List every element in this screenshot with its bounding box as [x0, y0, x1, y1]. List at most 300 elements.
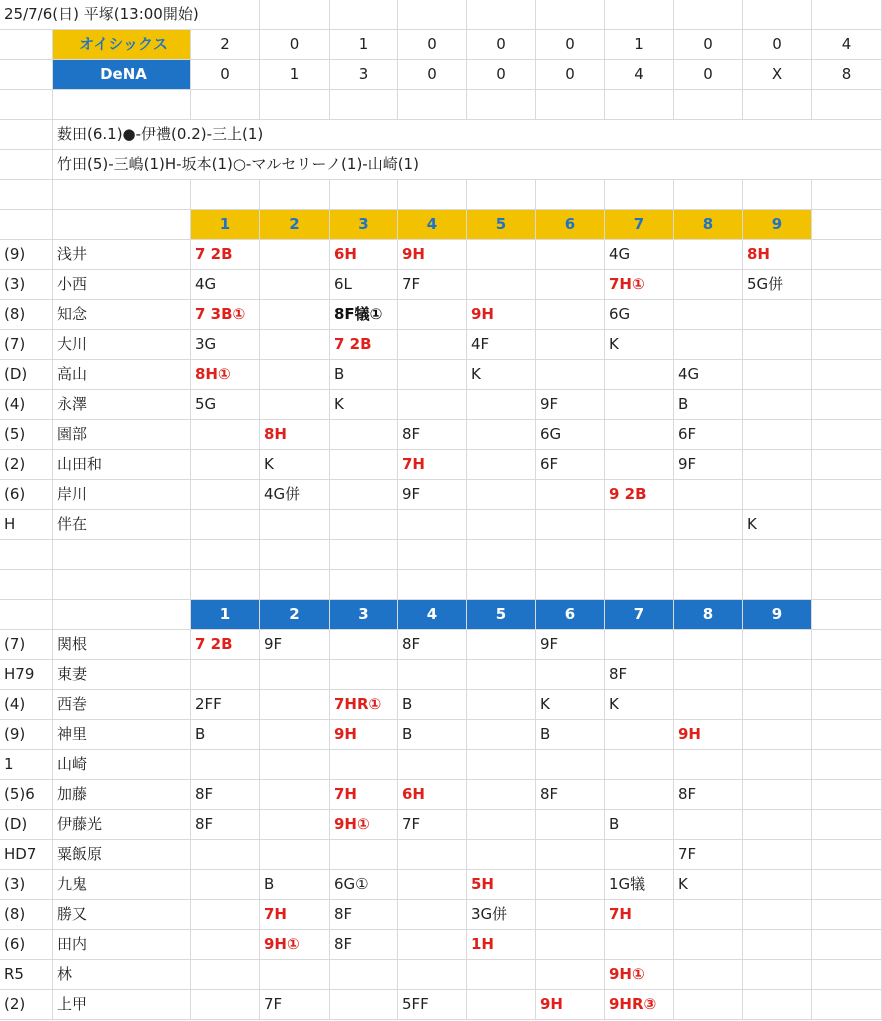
at-bat-result: 4G — [605, 240, 674, 270]
sheet-row — [0, 270, 882, 300]
sheet-row — [0, 780, 882, 810]
empty-cell — [260, 720, 330, 750]
batter-name: 山田和 — [53, 450, 191, 480]
batter-position: (7) — [0, 330, 53, 360]
empty-cell — [330, 420, 398, 450]
empty-cell — [0, 120, 53, 150]
inning-score: 1 — [260, 60, 330, 90]
empty-cell — [536, 750, 605, 780]
empty-cell — [467, 660, 536, 690]
batter-position: R5 — [0, 960, 53, 990]
at-bat-result: K — [260, 450, 330, 480]
at-bat-result: 9 2B — [605, 480, 674, 510]
inning-score: 0 — [674, 60, 743, 90]
empty-cell — [191, 660, 260, 690]
inning-header: 3 — [330, 600, 398, 630]
empty-cell — [0, 600, 53, 630]
inning-score: 0 — [536, 60, 605, 90]
empty-cell — [743, 930, 812, 960]
sheet-row — [0, 600, 882, 630]
sheet-row — [0, 210, 882, 240]
at-bat-result: K — [605, 690, 674, 720]
at-bat-result: 5G併 — [743, 270, 812, 300]
empty-cell — [674, 300, 743, 330]
batter-position: 1 — [0, 750, 53, 780]
empty-cell — [398, 870, 467, 900]
empty-cell — [260, 390, 330, 420]
batter-name: 伴在 — [53, 510, 191, 540]
empty-cell — [398, 750, 467, 780]
empty-cell — [674, 630, 743, 660]
at-bat-result: K — [674, 870, 743, 900]
pitcher-line: 薮田(6.1)●-伊禮(0.2)-三上(1) — [53, 120, 882, 150]
empty-cell — [536, 870, 605, 900]
batter-name: 伊藤光 — [53, 810, 191, 840]
at-bat-result: 8F — [398, 420, 467, 450]
empty-cell — [467, 690, 536, 720]
empty-cell — [605, 750, 674, 780]
empty-cell — [605, 180, 674, 210]
empty-cell — [536, 360, 605, 390]
empty-cell — [812, 630, 882, 660]
empty-cell — [674, 330, 743, 360]
empty-cell — [743, 180, 812, 210]
empty-cell — [605, 780, 674, 810]
batter-name: 知念 — [53, 300, 191, 330]
at-bat-result: 6G — [536, 420, 605, 450]
empty-cell — [674, 0, 743, 30]
empty-cell — [0, 30, 53, 60]
at-bat-result: 8F — [674, 780, 743, 810]
empty-cell — [330, 960, 398, 990]
batter-name: 西巻 — [53, 690, 191, 720]
sheet-row — [0, 690, 882, 720]
empty-cell — [191, 90, 260, 120]
at-bat-result: 7HR① — [330, 690, 398, 720]
empty-cell — [812, 570, 882, 600]
sheet-row — [0, 540, 882, 570]
at-bat-result: 8F — [330, 900, 398, 930]
at-bat-result: B — [191, 720, 260, 750]
empty-cell — [260, 0, 330, 30]
empty-cell — [536, 330, 605, 360]
at-bat-result: 7 2B — [191, 240, 260, 270]
empty-cell — [536, 510, 605, 540]
at-bat-result: 6L — [330, 270, 398, 300]
empty-cell — [536, 480, 605, 510]
at-bat-result: 8H — [260, 420, 330, 450]
game-title: 25/7/6(日) 平塚(13:00開始) — [0, 0, 260, 30]
empty-cell — [260, 810, 330, 840]
at-bat-result: 9H — [467, 300, 536, 330]
empty-cell — [536, 660, 605, 690]
at-bat-result: B — [536, 720, 605, 750]
empty-cell — [260, 540, 330, 570]
empty-cell — [467, 840, 536, 870]
inning-header: 2 — [260, 600, 330, 630]
empty-cell — [398, 0, 467, 30]
empty-cell — [812, 600, 882, 630]
at-bat-result: 5FF — [398, 990, 467, 1020]
at-bat-result: 6F — [674, 420, 743, 450]
empty-cell — [605, 570, 674, 600]
empty-cell — [812, 930, 882, 960]
empty-cell — [467, 990, 536, 1020]
inning-header: 1 — [191, 600, 260, 630]
at-bat-result: 8H — [743, 240, 812, 270]
empty-cell — [260, 570, 330, 600]
empty-cell — [812, 390, 882, 420]
at-bat-result: B — [398, 720, 467, 750]
empty-cell — [743, 810, 812, 840]
empty-cell — [398, 510, 467, 540]
empty-cell — [191, 870, 260, 900]
empty-cell — [812, 690, 882, 720]
sheet-row — [0, 360, 882, 390]
at-bat-result: 5G — [191, 390, 260, 420]
empty-cell — [191, 930, 260, 960]
empty-cell — [260, 90, 330, 120]
empty-cell — [330, 450, 398, 480]
empty-cell — [330, 660, 398, 690]
empty-cell — [398, 330, 467, 360]
inning-score: 0 — [743, 30, 812, 60]
empty-cell — [674, 900, 743, 930]
at-bat-result: B — [398, 690, 467, 720]
empty-cell — [674, 90, 743, 120]
empty-cell — [605, 540, 674, 570]
empty-cell — [812, 360, 882, 390]
at-bat-result: K — [330, 390, 398, 420]
empty-cell — [53, 540, 191, 570]
batter-position: (9) — [0, 720, 53, 750]
inning-score: 0 — [674, 30, 743, 60]
empty-cell — [191, 960, 260, 990]
empty-cell — [812, 750, 882, 780]
empty-cell — [674, 930, 743, 960]
empty-cell — [743, 720, 812, 750]
empty-cell — [812, 510, 882, 540]
at-bat-result: 8F犠① — [330, 300, 398, 330]
empty-cell — [260, 660, 330, 690]
batter-position: (9) — [0, 240, 53, 270]
empty-cell — [330, 570, 398, 600]
empty-cell — [605, 450, 674, 480]
empty-cell — [467, 0, 536, 30]
batter-name: 田内 — [53, 930, 191, 960]
empty-cell — [674, 750, 743, 780]
empty-cell — [812, 210, 882, 240]
empty-cell — [467, 630, 536, 660]
empty-cell — [536, 960, 605, 990]
team-name: DeNA — [100, 65, 147, 83]
empty-cell — [467, 810, 536, 840]
empty-cell — [191, 540, 260, 570]
empty-cell — [330, 630, 398, 660]
at-bat-result: 9HR③ — [605, 990, 674, 1020]
inning-header: 9 — [743, 210, 812, 240]
empty-cell — [743, 870, 812, 900]
empty-cell — [330, 510, 398, 540]
empty-cell — [674, 540, 743, 570]
sheet-row — [0, 30, 882, 60]
inning-header: 4 — [398, 600, 467, 630]
empty-cell — [330, 180, 398, 210]
empty-cell — [605, 360, 674, 390]
empty-cell — [605, 390, 674, 420]
at-bat-result: 1G犠 — [605, 870, 674, 900]
sheet-row — [0, 0, 882, 30]
empty-cell — [743, 450, 812, 480]
inning-header: 2 — [260, 210, 330, 240]
batter-name: 大川 — [53, 330, 191, 360]
at-bat-result: B — [260, 870, 330, 900]
inning-score: 0 — [467, 60, 536, 90]
at-bat-result: 7H① — [605, 270, 674, 300]
sheet-row — [0, 150, 882, 180]
batter-position: (4) — [0, 690, 53, 720]
empty-cell — [398, 900, 467, 930]
batter-name: 永澤 — [53, 390, 191, 420]
empty-cell — [812, 180, 882, 210]
empty-cell — [467, 750, 536, 780]
inning-header: 3 — [330, 210, 398, 240]
empty-cell — [53, 570, 191, 600]
sheet-row — [0, 180, 882, 210]
at-bat-result: 7H — [398, 450, 467, 480]
inning-score: 4 — [605, 60, 674, 90]
empty-cell — [743, 480, 812, 510]
at-bat-result: B — [605, 810, 674, 840]
at-bat-result: K — [743, 510, 812, 540]
empty-cell — [743, 0, 812, 30]
at-bat-result: 6H — [330, 240, 398, 270]
batter-name: 勝又 — [53, 900, 191, 930]
sheet-row — [0, 300, 882, 330]
at-bat-result: 8F — [536, 780, 605, 810]
empty-cell — [260, 270, 330, 300]
batter-position: (2) — [0, 990, 53, 1020]
empty-cell — [191, 480, 260, 510]
inning-score: 0 — [191, 60, 260, 90]
empty-cell — [260, 300, 330, 330]
empty-cell — [467, 420, 536, 450]
empty-cell — [536, 840, 605, 870]
empty-cell — [330, 840, 398, 870]
empty-cell — [674, 240, 743, 270]
inning-score: 3 — [330, 60, 398, 90]
empty-cell — [398, 660, 467, 690]
empty-cell — [743, 840, 812, 870]
at-bat-result: 6G① — [330, 870, 398, 900]
batter-name: 九鬼 — [53, 870, 191, 900]
at-bat-result: 7 2B — [330, 330, 398, 360]
empty-cell — [191, 450, 260, 480]
at-bat-result: K — [467, 360, 536, 390]
empty-cell — [812, 90, 882, 120]
at-bat-result: 7 2B — [191, 630, 260, 660]
batter-name: 園部 — [53, 420, 191, 450]
empty-cell — [536, 540, 605, 570]
empty-cell — [812, 960, 882, 990]
batter-position: (6) — [0, 930, 53, 960]
empty-cell — [812, 540, 882, 570]
batter-position: (6) — [0, 480, 53, 510]
empty-cell — [743, 390, 812, 420]
empty-cell — [812, 240, 882, 270]
empty-cell — [743, 570, 812, 600]
at-bat-result: K — [536, 690, 605, 720]
at-bat-result: 9H — [398, 240, 467, 270]
empty-cell — [467, 480, 536, 510]
at-bat-result: 9F — [536, 390, 605, 420]
empty-cell — [536, 930, 605, 960]
at-bat-result: 6F — [536, 450, 605, 480]
batter-position: H79 — [0, 660, 53, 690]
empty-cell — [674, 510, 743, 540]
empty-cell — [812, 780, 882, 810]
at-bat-result: 8F — [191, 810, 260, 840]
empty-cell — [605, 930, 674, 960]
empty-cell — [536, 90, 605, 120]
team-name-cell — [53, 30, 191, 60]
empty-cell — [0, 570, 53, 600]
sheet-row — [0, 330, 882, 360]
empty-cell — [743, 300, 812, 330]
empty-cell — [812, 720, 882, 750]
at-bat-result: 3G — [191, 330, 260, 360]
empty-cell — [0, 180, 53, 210]
inning-score: X — [743, 60, 812, 90]
at-bat-result: 9F — [398, 480, 467, 510]
at-bat-result: 9H① — [260, 930, 330, 960]
inning-header: 5 — [467, 210, 536, 240]
empty-cell — [674, 810, 743, 840]
empty-cell — [0, 60, 53, 90]
empty-cell — [743, 960, 812, 990]
at-bat-result: 7F — [260, 990, 330, 1020]
sheet-row — [0, 900, 882, 930]
empty-cell — [812, 480, 882, 510]
empty-cell — [743, 360, 812, 390]
empty-cell — [743, 540, 812, 570]
at-bat-result: 4F — [467, 330, 536, 360]
at-bat-result: 9H — [674, 720, 743, 750]
inning-score: 0 — [536, 30, 605, 60]
at-bat-result: B — [330, 360, 398, 390]
inning-score: 0 — [398, 30, 467, 60]
empty-cell — [467, 780, 536, 810]
empty-cell — [812, 330, 882, 360]
empty-cell — [467, 270, 536, 300]
empty-cell — [812, 900, 882, 930]
batter-position: (D) — [0, 360, 53, 390]
inning-header: 6 — [536, 210, 605, 240]
empty-cell — [191, 180, 260, 210]
empty-cell — [467, 510, 536, 540]
batter-name: 浅井 — [53, 240, 191, 270]
inning-header: 4 — [398, 210, 467, 240]
sheet-row — [0, 630, 882, 660]
empty-cell — [812, 270, 882, 300]
empty-cell — [467, 540, 536, 570]
empty-cell — [467, 240, 536, 270]
at-bat-result: 9F — [260, 630, 330, 660]
empty-cell — [330, 480, 398, 510]
at-bat-result: 8F — [191, 780, 260, 810]
at-bat-result: 8F — [605, 660, 674, 690]
empty-cell — [53, 90, 191, 120]
empty-cell — [536, 300, 605, 330]
empty-cell — [191, 840, 260, 870]
empty-cell — [674, 570, 743, 600]
inning-score: 0 — [398, 60, 467, 90]
batter-position: (4) — [0, 390, 53, 420]
empty-cell — [260, 840, 330, 870]
pitcher-line: 竹田(5)-三嶋(1)H-坂本(1)○-マルセリーノ(1)-山崎(1) — [53, 150, 882, 180]
empty-cell — [330, 540, 398, 570]
sheet-row — [0, 390, 882, 420]
empty-cell — [812, 840, 882, 870]
empty-cell — [605, 0, 674, 30]
inning-header: 8 — [674, 210, 743, 240]
empty-cell — [260, 360, 330, 390]
empty-cell — [674, 180, 743, 210]
empty-cell — [191, 900, 260, 930]
batter-position: (7) — [0, 630, 53, 660]
batter-position: (8) — [0, 300, 53, 330]
at-bat-result: 2FF — [191, 690, 260, 720]
at-bat-result: 3G併 — [467, 900, 536, 930]
at-bat-result: 5H — [467, 870, 536, 900]
batter-name: 神里 — [53, 720, 191, 750]
empty-cell — [605, 840, 674, 870]
empty-cell — [330, 90, 398, 120]
inning-header: 5 — [467, 600, 536, 630]
empty-cell — [0, 540, 53, 570]
empty-cell — [191, 750, 260, 780]
at-bat-result: 1H — [467, 930, 536, 960]
empty-cell — [191, 990, 260, 1020]
at-bat-result: 7 3B① — [191, 300, 260, 330]
empty-cell — [260, 960, 330, 990]
empty-cell — [191, 510, 260, 540]
batter-name: 小西 — [53, 270, 191, 300]
batter-position: H — [0, 510, 53, 540]
sheet-row — [0, 120, 882, 150]
empty-cell — [743, 990, 812, 1020]
empty-cell — [743, 900, 812, 930]
batter-name: 関根 — [53, 630, 191, 660]
empty-cell — [743, 690, 812, 720]
empty-cell — [398, 840, 467, 870]
at-bat-result: 8F — [330, 930, 398, 960]
at-bat-result: 4G — [674, 360, 743, 390]
empty-cell — [536, 900, 605, 930]
at-bat-result: 6G — [605, 300, 674, 330]
batter-position: (5) — [0, 420, 53, 450]
empty-cell — [398, 930, 467, 960]
batter-name: 上甲 — [53, 990, 191, 1020]
empty-cell — [743, 330, 812, 360]
empty-cell — [674, 480, 743, 510]
batter-name: 岸川 — [53, 480, 191, 510]
empty-cell — [536, 570, 605, 600]
batter-position: (D) — [0, 810, 53, 840]
empty-cell — [398, 570, 467, 600]
sheet-row — [0, 720, 882, 750]
at-bat-result: 6H — [398, 780, 467, 810]
